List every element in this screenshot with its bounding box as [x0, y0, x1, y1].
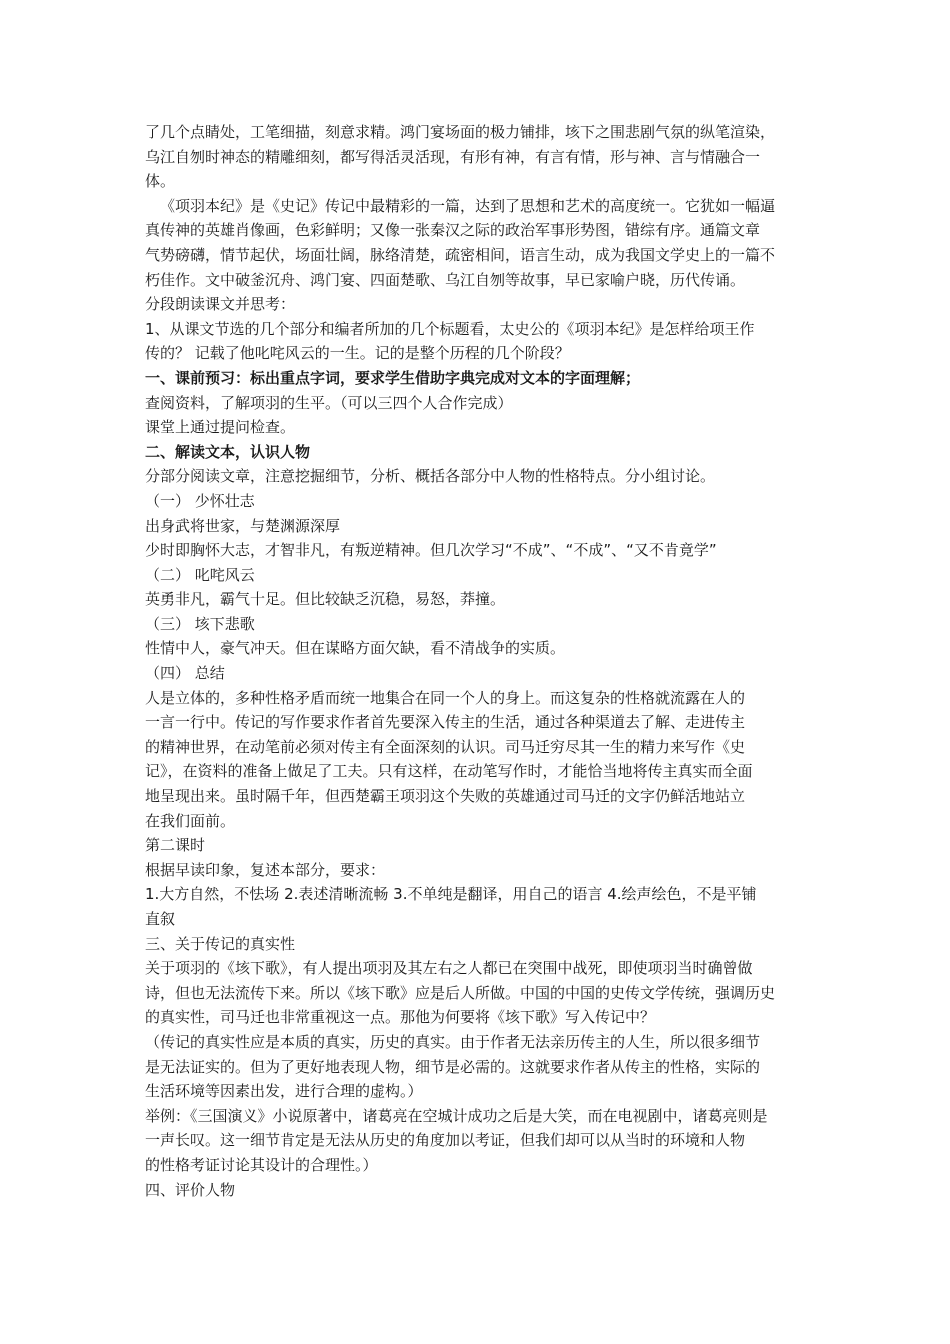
- text-line: （一） 少怀壮志: [145, 491, 255, 510]
- text-line: 课堂上通过提问检查。: [145, 418, 296, 437]
- text-line: 在我们面前。: [145, 811, 236, 830]
- text-line: 乌江自刎时神态的精雕细刻，都写得活灵活现，有形有神，有言有情，形与神、言与情融合一: [145, 147, 761, 166]
- text-line: 《项羽本纪》是《史记》传记中最精彩的一篇，达到了思想和艺术的高度统一。它犹如一幅逼: [160, 196, 776, 215]
- text-line: 生活环境等因素出发，进行合理的虚构。）: [145, 1082, 423, 1101]
- text-line: 地呈现出来。虽时隔千年，但西楚霸王项羽这个失败的英雄通过司马迁的文字仍鲜活地站立: [145, 787, 746, 806]
- text-line: 三、关于传记的真实性: [145, 934, 296, 953]
- text-line: 的真实性，司马迁也非常重视这一点。那他为何要将《垓下歌》写入传记中？: [145, 1008, 656, 1027]
- text-line: 的性格考证讨论其设计的合理性。）: [145, 1155, 378, 1174]
- text-line: 分部分阅读文章，注意挖掘细节，分析、概括各部分中人物的性格特点。分小组讨论。: [145, 467, 716, 486]
- text-line: 举例：《三国演义》小说原著中，诸葛亮在空城计成功之后是大笑，而在电视剧中，诸葛亮则是: [145, 1106, 768, 1125]
- text-line: 1、从课文节选的几个部分和编者所加的几个标题看，太史公的《项羽本纪》是怎样给项王作: [145, 319, 755, 338]
- text-line: 根据早读印象，复述本部分，要求：: [145, 860, 386, 879]
- text-line: 关于项羽的《垓下歌》，有人提出项羽及其左右之人都已在突围中战死，即使项羽当时确曾做: [145, 959, 753, 978]
- document-page: [145, 120, 810, 1202]
- text-line: 出身武将世家，与楚渊源深厚: [145, 516, 341, 535]
- text-line: 真传神的英雄肖像画，色彩鲜明；又像一张秦汉之际的政治军事形势图，错综有序。通篇文章: [145, 221, 761, 240]
- text-line: 英勇非凡，霸气十足。但比较缺乏沉稳，易怒，莽撞。: [145, 590, 506, 609]
- text-line: 第二课时: [145, 836, 206, 855]
- text-line: 朽佳作。文中破釜沉舟、鸿门宴、四面楚歌、乌江自刎等故事，早已家喻户晓，历代传诵。: [145, 270, 746, 289]
- text-line: 气势磅礴，情节起伏，场面壮阔，脉络清楚，疏密相间，语言生动，成为我国文学史上的一篇不: [145, 245, 776, 264]
- text-line: 1.大方自然，不怯场 2.表述清晰流畅 3.不单纯是翻译，用自己的语言 4.绘声绘色，不是平铺: [145, 885, 757, 904]
- text-line: 了几个点睛处，工笔细描，刻意求精。鸿门宴场面的极力铺排，垓下之围悲剧气氛的纵笔渲染，: [145, 123, 776, 141]
- text-line: （四） 总结: [145, 664, 225, 683]
- text-line: 人是立体的，多种性格矛盾而统一地集合在同一个人的身上。而这复杂的性格就流露在人的: [145, 688, 746, 707]
- text-line: 是无法证实的。但为了更好地表现人物，细节是必需的。这就要求作者从传主的性格，实际的: [145, 1057, 761, 1076]
- text-line: 一声长叹。这一细节肯定是无法从历史的角度加以考证，但我们却可以从当时的环境和人物: [145, 1131, 746, 1150]
- section-heading: 一、课前预习：标出重点字词，要求学生借助字典完成对文本的字面理解；: [145, 368, 641, 387]
- text-line: 分段朗读课文并思考：: [145, 295, 296, 314]
- text-line: （三） 垓下悲歌: [145, 614, 255, 633]
- text-line: 性情中人，豪气冲天。但在谋略方面欠缺，看不清战争的实质。: [145, 639, 566, 658]
- text-line: 记》，在资料的准备上做足了工夫。只有这样，在动笔写作时，才能恰当地将传主真实而全面: [145, 762, 753, 781]
- text-line: 四、评价人物: [145, 1180, 236, 1199]
- text-line: 诗，但也无法流传下来。所以《垓下歌》应是后人所做。中国的中国的史传文学传统，强调历史: [145, 983, 776, 1002]
- text-line: 传的？ 记载了他叱咤风云的一生。记的是整个历程的几个阶段？: [145, 344, 570, 363]
- text-line: 查阅资料，了解项羽的生平。（可以三四个人合作完成）: [145, 393, 513, 412]
- section-heading: 二、解读文本，认识人物: [145, 442, 311, 461]
- text-line: 体。: [145, 172, 176, 191]
- text-line: 直叙: [145, 910, 176, 928]
- text-line: （二） 叱咤风云: [145, 565, 255, 584]
- text-line: 的精神世界，在动笔前必须对传主有全面深刻的认识。司马迁穷尽其一生的精力来写作《史: [145, 737, 746, 756]
- text-line: 少时即胸怀大志，才智非凡，有叛逆精神。但几次学习“不成”、“不成”、“又不肯竟学”: [145, 541, 717, 560]
- text-line: （传记的真实性应是本质的真实，历史的真实。由于作者无法亲历传主的人生，所以很多细节: [145, 1032, 761, 1051]
- text-line: 一言一行中。传记的写作要求作者首先要深入传主的生活，通过各种渠道去了解、走进传主: [145, 713, 746, 732]
